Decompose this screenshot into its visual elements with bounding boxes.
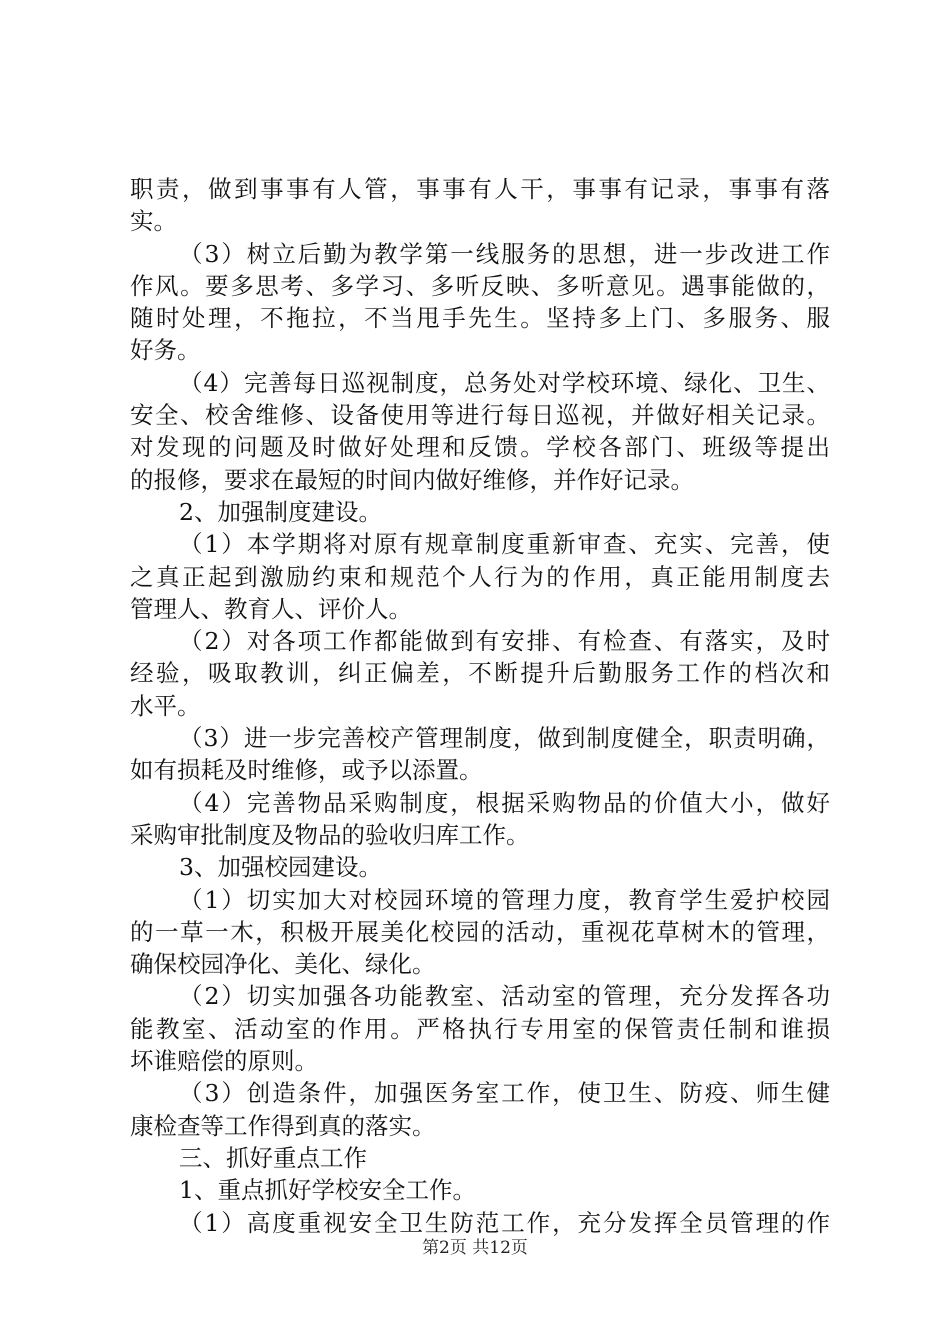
text-line: 水平。 (130, 691, 201, 720)
text-line: 随时处理，不拖拉，不当甩手先生。坚持多上门、多服务、服 (130, 304, 830, 333)
text-line: 的报修，要求在最短的时间内做好维修，并作好记录。 (130, 465, 694, 494)
text-line: 作风。要多思考、多学习、多听反映、多听意见。遇事能做的， (130, 271, 830, 300)
text-line: 经验，吸取教训，纠正偏差，不断提升后勤服务工作的档次和 (130, 659, 830, 688)
text-line: 2、加强制度建设。 (179, 497, 382, 526)
text-line: 好务。 (130, 336, 201, 365)
text-line: （2）对各项工作都能做到有安排、有检查、有落实，及时 (179, 627, 830, 656)
text-line: 1、重点抓好学校安全工作。 (179, 1176, 476, 1205)
text-line: 采购审批制度及物品的验收归库工作。 (130, 820, 530, 849)
text-line: 对发现的问题及时做好处理和反馈。学校各部门、班级等提出 (130, 433, 830, 462)
text-line: 坏谁赔偿的原则。 (130, 1047, 318, 1076)
text-line: 管理人、教育人、评价人。 (130, 594, 412, 623)
text-line: （1）切实加大对校园环境的管理力度，教育学生爱护校园 (179, 885, 830, 914)
text-line: 安全、校舍维修、设备使用等进行每日巡视，并做好相关记录。 (130, 401, 830, 430)
text-line: （1）高度重视安全卫生防范工作，充分发挥全员管理的作 (179, 1208, 830, 1237)
page-footer: 第2页 共12页 (422, 1238, 528, 1258)
text-line: 的一草一木，积极开展美化校园的活动，重视花草树木的管理， (130, 917, 830, 946)
text-line: 职责，做到事事有人管，事事有人干，事事有记录，事事有落 (130, 175, 830, 203)
text-line: （3）进一步完善校产管理制度，做到制度健全，职责明确， (179, 724, 830, 753)
text-line: 康检查等工作得到真的落实。 (130, 1111, 436, 1140)
text-line: （3）树立后勤为教学第一线服务的思想，进一步改进工作 (179, 239, 830, 268)
text-line: 如有损耗及时维修，或予以添置。 (130, 756, 483, 785)
text-line: （4）完善每日巡视制度，总务处对学校环境、绿化、卫生、 (179, 368, 830, 397)
text-line: （4）完善物品采购制度，根据采购物品的价值大小，做好 (179, 788, 830, 817)
text-line: 能教室、活动室的作用。严格执行专用室的保管责任制和谁损 (130, 1014, 830, 1043)
text-line: 实。 (130, 207, 177, 236)
text-line: 3、加强校园建设。 (179, 853, 382, 882)
text-line: 之真正起到激励约束和规范个人行为的作用，真正能用制度去 (130, 562, 830, 591)
text-line: 三、抓好重点工作 (179, 1143, 367, 1172)
text-line: （2）切实加强各功能教室、活动室的管理，充分发挥各功 (179, 982, 830, 1011)
document-body (130, 173, 830, 1239)
text-line: 确保校园净化、美化、绿化。 (130, 950, 436, 979)
text-line: （1）本学期将对原有规章制度重新审查、充实、完善，使 (179, 530, 830, 559)
text-line: （3）创造条件，加强医务室工作，使卫生、防疫、师生健 (179, 1079, 830, 1108)
